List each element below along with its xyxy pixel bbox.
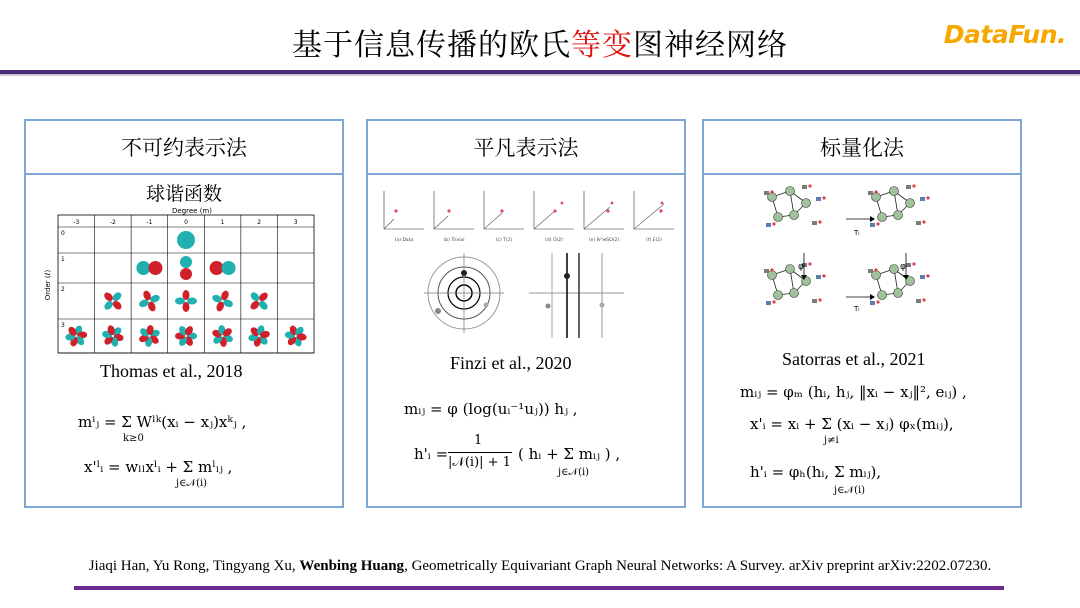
order-tick: 3 — [61, 322, 65, 329]
panel-irreducible: 不可约表示法 球谐函数 Degree (m) Order (ℓ) -3 -2 -1 0 1 2 3 0 1 2 3 Thomas et al., 2018 mⁱⱼ = Σ Wˡᵏ(xᵢ − xⱼ)xᵏⱼ , k≥0 x'ˡᵢ = wₗₗxˡᵢ + Σ mˡᵢⱼ , j∈𝒩(i) — [24, 119, 344, 508]
figure-title: Degree (m) — [172, 207, 212, 215]
caption: Finzi et al., 2020 — [450, 353, 572, 373]
caption: Satorras et al., 2021 — [782, 349, 926, 369]
spherical-harmonics-figure — [44, 205, 320, 355]
plot-label: (c) T(2) — [495, 238, 513, 243]
line-plot-right — [529, 253, 624, 338]
map-label: Tₗ — [854, 305, 860, 313]
equation-feature-update: h'ᵢ = φₕ(hᵢ, Σ mᵢⱼ), — [750, 463, 882, 481]
equation-coord-update: x'ᵢ = xᵢ + Σ (xᵢ − xⱼ) φₓ(mᵢⱼ), — [750, 415, 954, 433]
harmonic-orb — [177, 231, 195, 249]
bottom-rule — [74, 586, 1004, 590]
harmonic-orb — [101, 324, 124, 347]
degree-tick: 0 — [184, 219, 188, 226]
harmonic-orb — [210, 261, 236, 275]
plot-label: (a) Data — [394, 238, 414, 243]
harmonic-orb — [211, 290, 234, 313]
molecule-graph — [868, 184, 930, 227]
equation-message: mⁱⱼ = Σ Wˡᵏ(xᵢ − xⱼ)xᵏⱼ , — [78, 413, 247, 431]
order-tick: 1 — [61, 256, 65, 263]
plot-label: (e) ℝ²⋊SO(2) — [588, 238, 620, 243]
panel-heading: 不可约表示法 — [26, 121, 342, 175]
figure-ylabel: Order (ℓ) — [44, 269, 52, 301]
order-tick: 0 — [61, 230, 65, 237]
equation-update-lhs: h'ᵢ = — [414, 445, 449, 463]
panel-heading: 平凡表示法 — [368, 121, 684, 175]
harmonic-orb — [138, 290, 161, 313]
degree-tick: -3 — [73, 219, 80, 226]
harmonic-orb — [180, 256, 192, 280]
panel-trivial: 平凡表示法 (a) Data (b) Trivial (c) T(2) (d) O(2) (e) ℝ²⋊SO(2) (f) E(2) Finzi et al., 2020 mᵢⱼ = φ (log(uᵢ⁻¹uⱼ)) hⱼ , h'ᵢ = 1 |𝒩(i)| + 1 ( hᵢ + Σ mᵢⱼ ) , j∈𝒩(i) — [366, 119, 686, 508]
title-highlight: 等变 — [571, 28, 633, 63]
harmonic-orb — [65, 324, 88, 347]
degree-tick: -1 — [146, 219, 153, 226]
equation-message: mᵢⱼ = φ (log(uᵢ⁻¹uⱼ)) hⱼ , — [404, 400, 578, 418]
panel-subheading: 球谐函数 — [145, 183, 222, 205]
citation: Jiaqi Han, Yu Rong, Tingyang Xu, Wenbing Huang, Geometrically Equivariant Graph Neural Networks: A Survey. arXiv preprint arXiv:2202.07230. — [88, 558, 992, 574]
plot-label: (f) E(2) — [646, 238, 662, 243]
panel-heading: 标量化法 — [704, 121, 1020, 175]
slide-title: 基于信息传播的欧氏等变图神经网络 — [292, 28, 788, 63]
equation-message: mᵢⱼ = φₘ (hᵢ, hⱼ, ‖xᵢ − xⱼ‖², eᵢⱼ) , — [740, 383, 967, 401]
phi-label: φ — [900, 262, 906, 272]
degree-tick: 3 — [293, 219, 298, 226]
harmonic-orb — [175, 290, 197, 312]
harmonic-orb — [248, 324, 271, 347]
trivial-figure — [374, 183, 680, 351]
molecule-graph — [764, 184, 826, 227]
degree-tick: 2 — [257, 219, 262, 226]
egnn-figure — [754, 179, 964, 339]
map-label: Tₗ — [854, 229, 860, 237]
molecule-graph — [764, 262, 826, 305]
degree-tick: 1 — [220, 219, 225, 226]
harmonic-orb — [138, 325, 161, 348]
panel-scalarization: 标量化法 φ φ Tₗ Tₗ Satorras et al., 2021 mᵢⱼ = φₘ (hᵢ, hⱼ, ‖xᵢ − xⱼ‖², eᵢⱼ) , x'ᵢ = xᵢ + Σ (xᵢ − xⱼ) φₓ(mᵢⱼ), j≠i h'ᵢ = φₕ(hᵢ, Σ mᵢⱼ), j∈𝒩(i) — [702, 119, 1022, 508]
order-tick: 2 — [61, 286, 65, 293]
harmonic-orb — [249, 291, 270, 312]
plot-label: (d) O(2) — [545, 238, 563, 243]
degree-tick: -2 — [109, 219, 116, 226]
datafun-logo: DataFun. — [943, 20, 1066, 49]
harmonic-orb — [211, 325, 234, 348]
equation-update: x'ˡᵢ = wₗₗxˡᵢ + Σ mˡᵢⱼ , — [84, 458, 233, 476]
plot-label: (b) Trivial — [443, 238, 465, 243]
harmonic-orb — [284, 324, 307, 347]
caption: Thomas et al., 2018 — [100, 361, 243, 381]
harmonic-orb — [103, 291, 124, 312]
harmonic-orb — [136, 261, 162, 275]
harmonic-orb — [175, 325, 197, 348]
phi-label: φ — [798, 262, 804, 272]
orbit-plot-left — [424, 253, 504, 333]
molecule-graph — [868, 262, 930, 305]
